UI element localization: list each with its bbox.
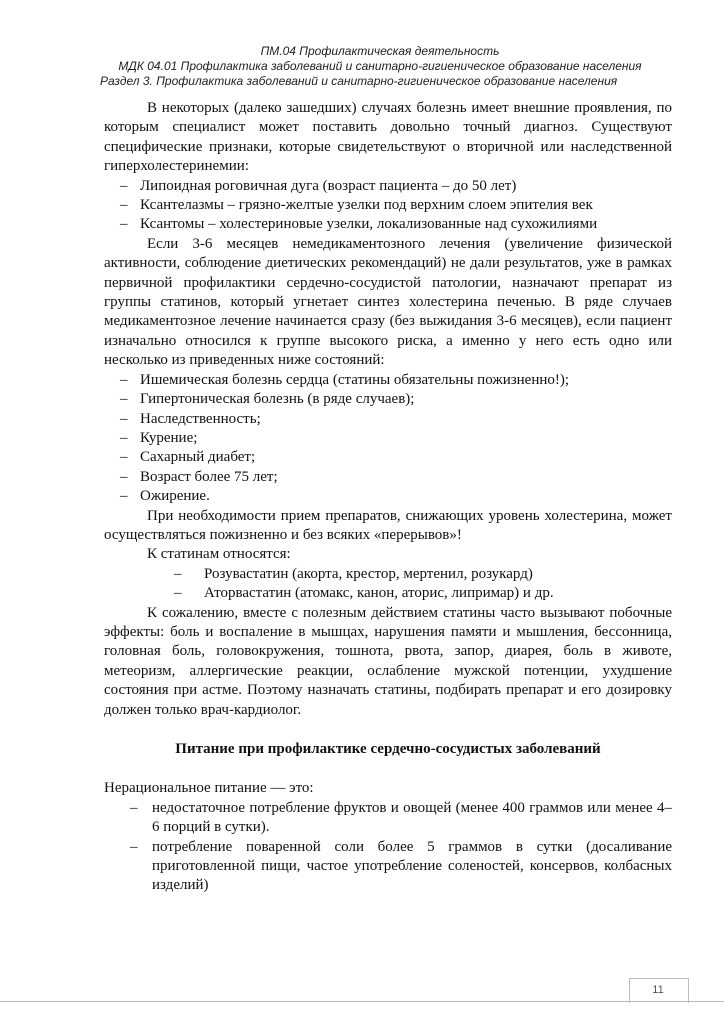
list-item-text: Аторвастатин (атомакс, канон, аторис, липримар) и др. xyxy=(204,585,554,602)
list-item xyxy=(104,371,672,390)
page-body xyxy=(104,99,672,896)
header-module: ПМ.04 Профилактическая деятельность xyxy=(260,44,500,58)
dash-marker: – xyxy=(120,216,128,233)
list-item xyxy=(104,468,672,487)
list-item-text: потребление поваренной соли более 5 граммов в сутки (досаливание приготовленной пищи, частое употребление соленостей, консервов, колбасных изделий) xyxy=(152,838,672,894)
list-item-text: Сахарный диабет; xyxy=(140,449,256,466)
list-item-text: Ишемическая болезнь сердца (статины обязательны пожизненно!); xyxy=(140,371,570,388)
paragraph-nutrition-intro: Нерациональное питание — это: xyxy=(104,780,314,797)
paragraph-lifelong: При необходимости прием препаратов, снижающих уровень холестерина, может осуществляться пожизненно и без всяких «перерывов»! xyxy=(104,507,672,543)
paragraph-treatment: Если 3-6 месяцев немедикаментозного лечения (увеличение физической активности, соблюдение диетических рекомендаций) не дали результатов, уже в рамках первичной профилактики сердечно-сосудистой патологии, назначают препарат из группы статинов, который угнетает синтез холестерина печенью. В ряде случаев медикаментозное лечение начинается сразу (без выжидания 3-6 месяцев), если пациент изначально относился к группе высокого риска, а именно у него есть одно или несколько из приведенных ниже состояний: xyxy=(104,235,672,369)
dash-marker: – xyxy=(120,410,128,427)
list-item-text: Курение; xyxy=(140,429,198,446)
list-item xyxy=(104,390,672,409)
paragraph-intro: В некоторых (далеко зашедших) случаях болезнь имеет внешние проявления, по которым специалист может поставить довольно точный диагноз. Существуют специфические признаки, которые свидетельствуют о вторичной или наследственной гиперхолестеринемии: xyxy=(104,100,672,175)
dash-marker: – xyxy=(130,838,138,855)
dash-marker: – xyxy=(120,449,128,466)
dash-marker: – xyxy=(120,371,128,388)
list-item xyxy=(104,448,672,467)
list-item xyxy=(104,215,672,234)
dash-marker: – xyxy=(120,488,128,505)
list-item xyxy=(104,799,672,838)
list-item xyxy=(104,565,672,584)
list-item xyxy=(104,410,672,429)
risk-conditions-list xyxy=(104,371,672,507)
symptoms-list xyxy=(104,177,672,235)
dash-marker: – xyxy=(120,197,128,214)
dash-marker: – xyxy=(120,468,128,485)
nutrition-list xyxy=(104,799,672,896)
list-item-text: Ожирение. xyxy=(140,488,210,505)
dash-marker: – xyxy=(174,585,182,602)
list-item-text: недостаточное потребление фруктов и овощей (менее 400 граммов или менее 4–6 порций в сутки). xyxy=(152,799,672,836)
list-item-text: Розувастатин (акорта, крестор, мертенил, розукард) xyxy=(204,565,533,582)
dash-marker: – xyxy=(130,799,138,816)
list-item-text: Ксантомы – холестериновые узелки, локализованные над сухожилиями xyxy=(140,216,598,233)
dash-marker: – xyxy=(120,177,128,194)
list-item-text: Ксантелазмы – грязно-желтые узелки под верхним слоем эпителия век xyxy=(140,197,593,214)
section-heading: Питание при профилактике сердечно-сосудистых заболеваний xyxy=(175,741,601,757)
list-item-text: Возраст более 75 лет; xyxy=(140,468,278,485)
page-header xyxy=(90,44,670,89)
page-number: 11 xyxy=(652,984,664,996)
dash-marker: – xyxy=(120,391,128,408)
list-item xyxy=(104,584,672,603)
header-course: МДК 04.01 Профилактика заболеваний и санитарно-гигиеническое образование населения xyxy=(118,59,642,73)
footer-divider xyxy=(0,1001,724,1002)
list-item xyxy=(104,196,672,215)
list-item-text: Липоидная роговичная дуга (возраст пациента – до 50 лет) xyxy=(140,177,517,194)
header-section: Раздел 3. Профилактика заболеваний и санитарно-гигиеническое образование населения xyxy=(100,74,618,88)
statins-list xyxy=(104,565,672,604)
paragraph-side-effects: К сожалению, вместе с полезным действием статины часто вызывают побочные эффекты: боль и воспаление в мышцах, нарушения памяти и мышления, бессонница, головная боль, головокружения, тошнота, рвота, запор, диарея, боль в животе, метеоризм, аллергические реакции, ослабление мужской потенции, ухудшение состояния при астме. Поэтому назначать статины, подбирать препарат и его дозировку должен только врач-кардиолог. xyxy=(104,604,672,718)
list-item xyxy=(104,177,672,196)
list-item-text: Гипертоническая болезнь (в ряде случаев); xyxy=(140,391,415,408)
list-item xyxy=(104,429,672,448)
dash-marker: – xyxy=(120,429,128,446)
dash-marker: – xyxy=(174,565,182,582)
list-item xyxy=(104,487,672,506)
list-item xyxy=(104,838,672,896)
list-item-text: Наследственность; xyxy=(140,410,261,427)
paragraph-statins-intro: К статинам относятся: xyxy=(147,546,291,563)
